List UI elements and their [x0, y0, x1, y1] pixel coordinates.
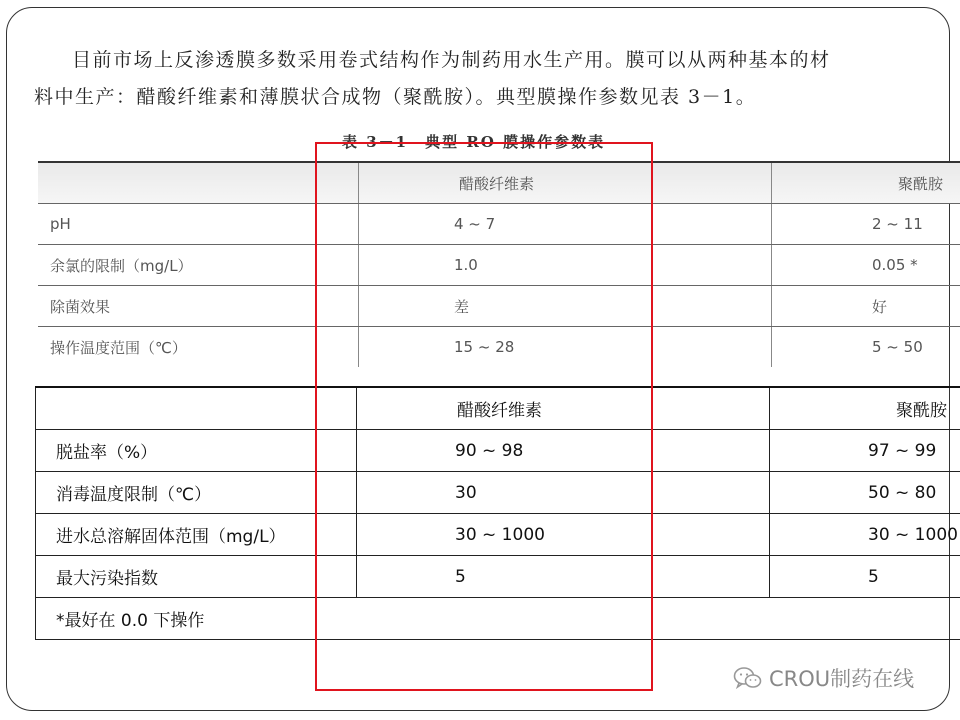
- header-cell: 聚酰胺: [770, 387, 960, 430]
- table-bottom: [35, 386, 960, 640]
- table-row: [38, 245, 960, 286]
- table-row: [36, 430, 960, 472]
- cell-value: 4 ~ 7: [359, 204, 772, 245]
- cell-value: 30: [357, 472, 770, 514]
- table-row: [36, 514, 960, 556]
- table-footnote: *最好在 0.0 下操作: [36, 598, 960, 640]
- footnote-row: [36, 598, 960, 640]
- row-label: 脱盐率（%）: [36, 430, 357, 472]
- header-cell: [38, 162, 359, 204]
- cell-value: 0.05 *: [772, 245, 960, 286]
- paragraph-line-2: 料中生产：醋酸纤维素和薄膜状合成物（聚酰胺）。典型膜操作参数见表 3－1。: [34, 86, 757, 108]
- table-row: [38, 204, 960, 245]
- row-label: pH: [38, 204, 359, 245]
- table-top: [38, 161, 960, 367]
- table-row: [36, 556, 960, 598]
- cell-value: 2 ~ 11: [772, 204, 960, 245]
- header-cell: 聚酰胺: [772, 162, 960, 204]
- cell-value: 97 ~ 99: [770, 430, 960, 472]
- watermark-text: CROU制药在线: [769, 667, 915, 691]
- row-label: 操作温度范围（℃）: [50, 338, 187, 357]
- row-label: 最大污染指数: [36, 556, 357, 598]
- table-row: [36, 472, 960, 514]
- row-label: 消毒温度限制（℃）: [36, 472, 357, 514]
- table-bottom-header-row: [36, 387, 960, 430]
- table-caption: 表 3－1 典型 RO 膜操作参数表: [342, 133, 606, 151]
- cell-value: 15 ~ 28: [359, 327, 772, 368]
- row-label: 进水总溶解固体范围（mg/L）: [36, 514, 357, 556]
- table-top-header-row: [38, 162, 960, 204]
- header-cell: 醋酸纤维素: [357, 387, 770, 430]
- cell-value: 30 ~ 1000: [357, 514, 770, 556]
- wechat-icon: [733, 666, 763, 690]
- cell-value: 1.0: [359, 245, 772, 286]
- cell-value: 好: [772, 286, 960, 327]
- table-row: [38, 327, 960, 368]
- cell-value: 30 ~ 1000: [770, 514, 960, 556]
- header-cell: [36, 387, 357, 430]
- cell-value: 90 ~ 98: [357, 430, 770, 472]
- cell-value: 5: [357, 556, 770, 598]
- table-row: [38, 286, 960, 327]
- row-label: 除菌效果: [38, 286, 359, 327]
- cell-value: 5: [770, 556, 960, 598]
- cell-value: 差: [359, 286, 772, 327]
- cell-value: 50 ~ 80: [770, 472, 960, 514]
- row-label: 余氯的限制（mg/L）: [38, 245, 359, 286]
- paragraph-line-1: 目前市场上反渗透膜多数采用卷式结构作为制药用水生产用。膜可以从两种基本的材: [72, 49, 831, 71]
- watermark: [733, 663, 914, 693]
- cell-value: 5 ~ 50: [772, 327, 960, 368]
- header-cell: 醋酸纤维素: [359, 162, 772, 204]
